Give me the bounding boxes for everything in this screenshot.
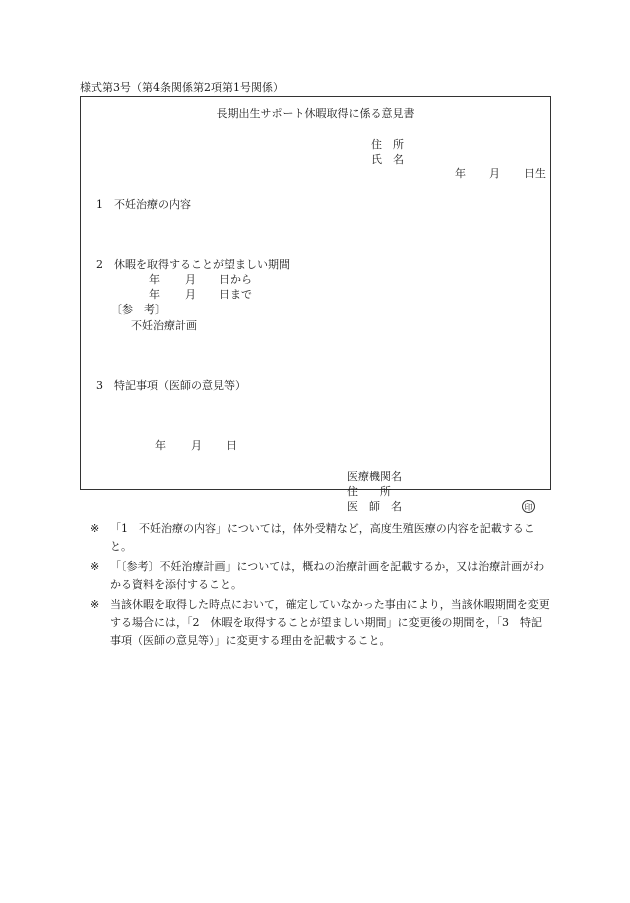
period-from-month: 月 — [185, 273, 196, 286]
form-number-label: 様式第3号（第4条関係第2項第1号関係） — [80, 81, 284, 94]
birth-month-label: 月 — [489, 167, 500, 180]
doctor-address-label: 住 所 — [347, 485, 391, 498]
birth-year-label: 年 — [455, 167, 466, 180]
seal-mark: 印 — [522, 500, 535, 513]
section-3-heading: 3 特記事項（医師の意見等） — [96, 379, 246, 392]
doctor-name-label: 医 師 名 — [347, 500, 402, 513]
period-from-day: 日から — [219, 273, 252, 286]
note-3-text: 当該休暇を取得した時点において，確定していなかった事由により，当該休暇期間を変更する場合には，「2 休暇を取得することが望ましい期間」に変更後の期間を，「3 特記事項（医師の意見等）」に変更する理由を記載すること。 — [110, 598, 550, 647]
birth-day-label: 日生 — [524, 167, 546, 180]
applicant-name-label: 氏 名 — [371, 153, 404, 166]
date-month: 月 — [191, 439, 202, 452]
medical-institution-label: 医療機関名 — [347, 470, 402, 483]
applicant-address-label: 住 所 — [371, 138, 404, 151]
period-to-month: 月 — [185, 288, 196, 301]
reference-label: 〔参 考〕 — [111, 303, 166, 316]
period-from-year: 年 — [149, 273, 160, 286]
note-3-mark: ※ — [90, 598, 100, 611]
note-1-mark: ※ — [90, 522, 100, 535]
date-day: 日 — [226, 439, 237, 452]
note-2 — [90, 558, 550, 594]
note-1-text: 「1 不妊治療の内容」については，体外受精など，高度生殖医療の内容を記載すること。 — [110, 522, 535, 553]
period-to-year: 年 — [149, 288, 160, 301]
section-2-heading: 2 休暇を取得することが望ましい期間 — [96, 258, 290, 271]
treatment-plan-label: 不妊治療計画 — [131, 319, 197, 332]
period-to-day: 日まで — [219, 288, 252, 301]
opinion-form-frame — [80, 96, 551, 513]
form-title: 長期出生サポート休暇取得に係る意見書 — [216, 107, 415, 120]
date-year: 年 — [155, 439, 166, 452]
note-3 — [90, 596, 550, 650]
section-1-heading: 1 不妊治療の内容 — [96, 198, 191, 211]
note-2-mark: ※ — [90, 560, 100, 573]
note-1 — [90, 520, 550, 556]
note-2-text: 「〔参考〕不妊治療計画」については，概ねの治療計画を記載するか，又は治療計画がわかる資料を添付すること。 — [110, 560, 545, 591]
